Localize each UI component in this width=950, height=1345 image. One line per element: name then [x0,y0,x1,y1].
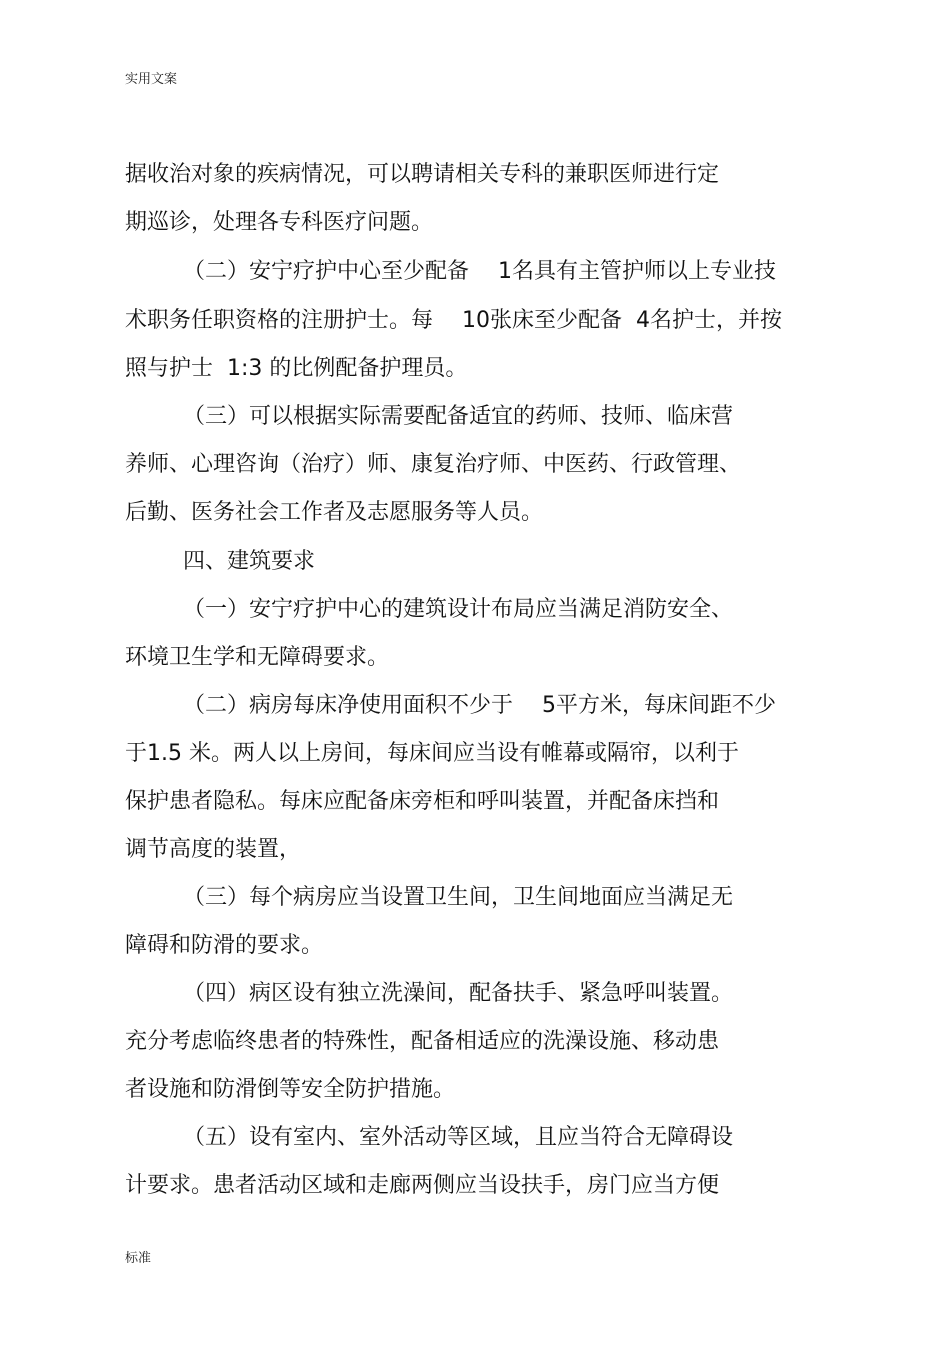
paragraph-line: 计要求。患者活动区域和走廊两侧应当设扶手，房门应当方便 [125,1173,720,1198]
page-header-label: 实用文案 [125,72,178,87]
paragraph-line: （四）病区设有独立洗澡间，配备扶手、紧急呼叫装置。 [183,981,734,1006]
paragraph-line: 后勤、医务社会工作者及志愿服务等人员。 [125,500,544,525]
paragraph-line: （一）安宁疗护中心的建筑设计布局应当满足消防安全、 [183,597,734,622]
paragraph-line: 据收治对象的疾病情况，可以聘请相关专科的兼职医师进行定 [125,162,720,187]
paragraph-line: 养师、心理咨询（治疗）师、康复治疗师、中医药、行政管理、 [125,452,742,477]
section-heading: 四、建筑要求 [183,549,316,574]
paragraph-line: （三）每个病房应当设置卫生间，卫生间地面应当满足无 [183,885,734,910]
paragraph-line: （五）设有室内、室外活动等区域，且应当符合无障碍设 [183,1125,734,1150]
paragraph-line: 调节高度的装置， [125,837,302,862]
paragraph-line: 环境卫生学和无障碍要求。 [125,645,390,670]
paragraph-line: 充分考虑临终患者的特殊性，配备相适应的洗澡设施、移动患 [125,1029,720,1054]
paragraph-line: 期巡诊，处理各专科医疗问题。 [125,210,434,235]
page-footer-label: 标准 [125,1251,152,1266]
paragraph-line: 保护患者隐私。每床应配备床旁柜和呼叫装置，并配备床挡和 [125,789,720,814]
paragraph-line: 障碍和防滑的要求。 [125,933,324,958]
paragraph-line: （二）安宁疗护中心至少配备 1名具有主管护师以上专业技 [183,259,776,284]
paragraph-line: 照与护士 1:3 的比例配备护理员。 [125,356,468,381]
paragraph-line: （二）病房每床净使用面积不少于 5平方米，每床间距不少 [183,693,776,718]
paragraph-line: 者设施和防滑倒等安全防护措施。 [125,1077,456,1102]
paragraph-line: 术职务任职资格的注册护士。每 10张床至少配备 4名护士，并按 [125,308,782,333]
paragraph-line: （三）可以根据实际需要配备适宜的药师、技师、临床营 [183,404,734,429]
paragraph-line: 于1.5 米。两人以上房间，每床间应当设有帷幕或隔帘，以利于 [125,741,739,766]
